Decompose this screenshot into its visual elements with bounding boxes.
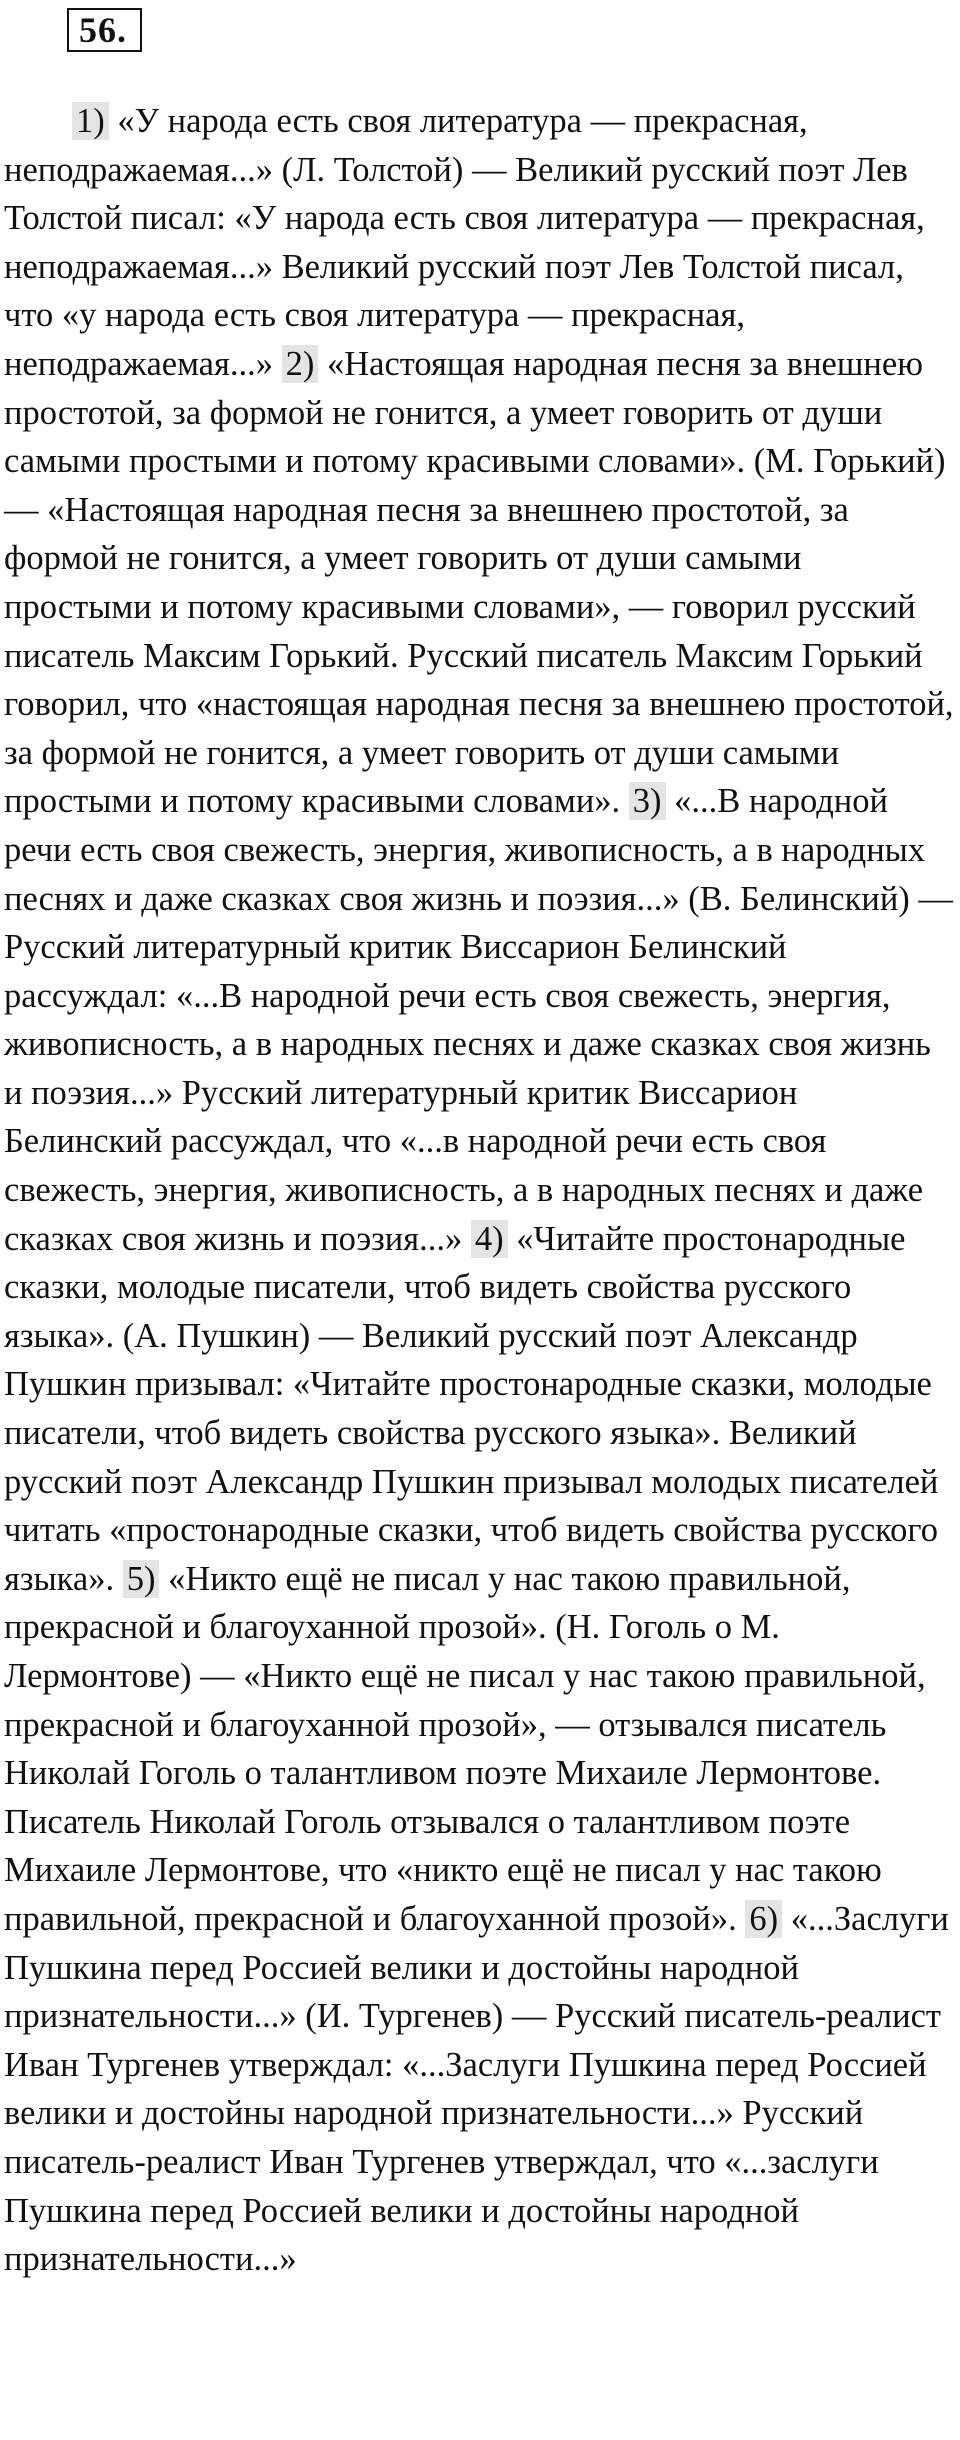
item-number: 5) [123,1560,160,1598]
item-text: «Настоящая народная песня за внешнею простотой, за формой не гонится, а умеет говорить от души самыми простыми и потому красивыми словами». (М. Горький) — «Настоящая народная песня за внешнею простотой, за формой не гонится, а умеет говорить от души самыми простыми и потому красивыми словами», — говорил русский писатель Максим Горький. Русский писатель Максим Горький говорил, что «настоящая народная песня за внешнею простотой, за формой не гонится, а умеет говорить от души самыми простыми и потому красивыми словами». [4,344,954,821]
answer-text [4,97,956,2284]
item-number: 2) [282,345,319,383]
item-text: «Никто ещё не писал у нас такою правильной, прекрасной и благоуханной прозой». (Н. Гоголь о М. Лермонтове) — «Никто ещё не писал у нас такою правильной, прекрасной и благоуханной прозой», — отзывался писатель Николай Гоголь о талантливом поэте Михаиле Лермонтове. Писатель Николай Гоголь отзывался о талантливом поэте Михаиле Лермонтове, что «никто ещё не писал у нас такою правильной, прекрасной и благоуханной прозой». [4,1559,926,1938]
item-text: «...Заслуги Пушкина перед Россией велики и достойны народной признательности...» (И. Тургенев) — Русский писатель-реалист Иван Тургенев утверждал: «...Заслуги Пушкина перед Россией велики и достойны народной признательности...» Русский писатель-реалист Иван Тургенев утверждал, что «...заслуги Пушкина перед Россией велики и достойны народной признательности...» [4,1899,949,2279]
item-text: «...В народной речи есть своя свежесть, энергия, живописность, а в народных песнях и даже сказках своя жизнь и поэзия...» (В. Белинский) — Русский литературный критик Виссарион Белинский рассуждал: «...В народной речи есть своя свежесть, энергия, живописность, а в народных песнях и даже сказках своя жизнь и поэзия...» Русский литературный критик Виссарион Белинский рассуждал, что «...в народной речи есть своя свежесть, энергия, живописность, а в народных песнях и даже сказках своя жизнь и поэзия...» [4,782,953,1258]
item-number: 1) [72,102,109,140]
item-number: 3) [629,782,666,820]
item-text: «У народа есть своя литература — прекрасная, неподражаемая...» (Л. Толстой) — Великий русский поэт Лев Толстой писал: «У народа есть своя литература — прекрасная, неподражаемая...» Великий русский поэт Лев Толстой писал, что «у народа есть своя литература — прекрасная, неподражаемая...» [4,102,925,383]
item-text: «Читайте простонародные сказки, молодые писатели, чтоб видеть свойства русского языка». (А. Пушкин) — Великий русский поэт Александр Пушкин призывал: «Читайте простонародные сказки, молодые писатели, чтоб видеть свойства русского языка». Великий русский поэт Александр Пушкин призывал молодых писателей читать «простонародные сказки, чтоб видеть свойства русского языка». [4,1219,939,1598]
item-number: 6) [745,1900,782,1938]
task-number: 56. [67,8,142,52]
item-number: 4) [471,1220,508,1258]
